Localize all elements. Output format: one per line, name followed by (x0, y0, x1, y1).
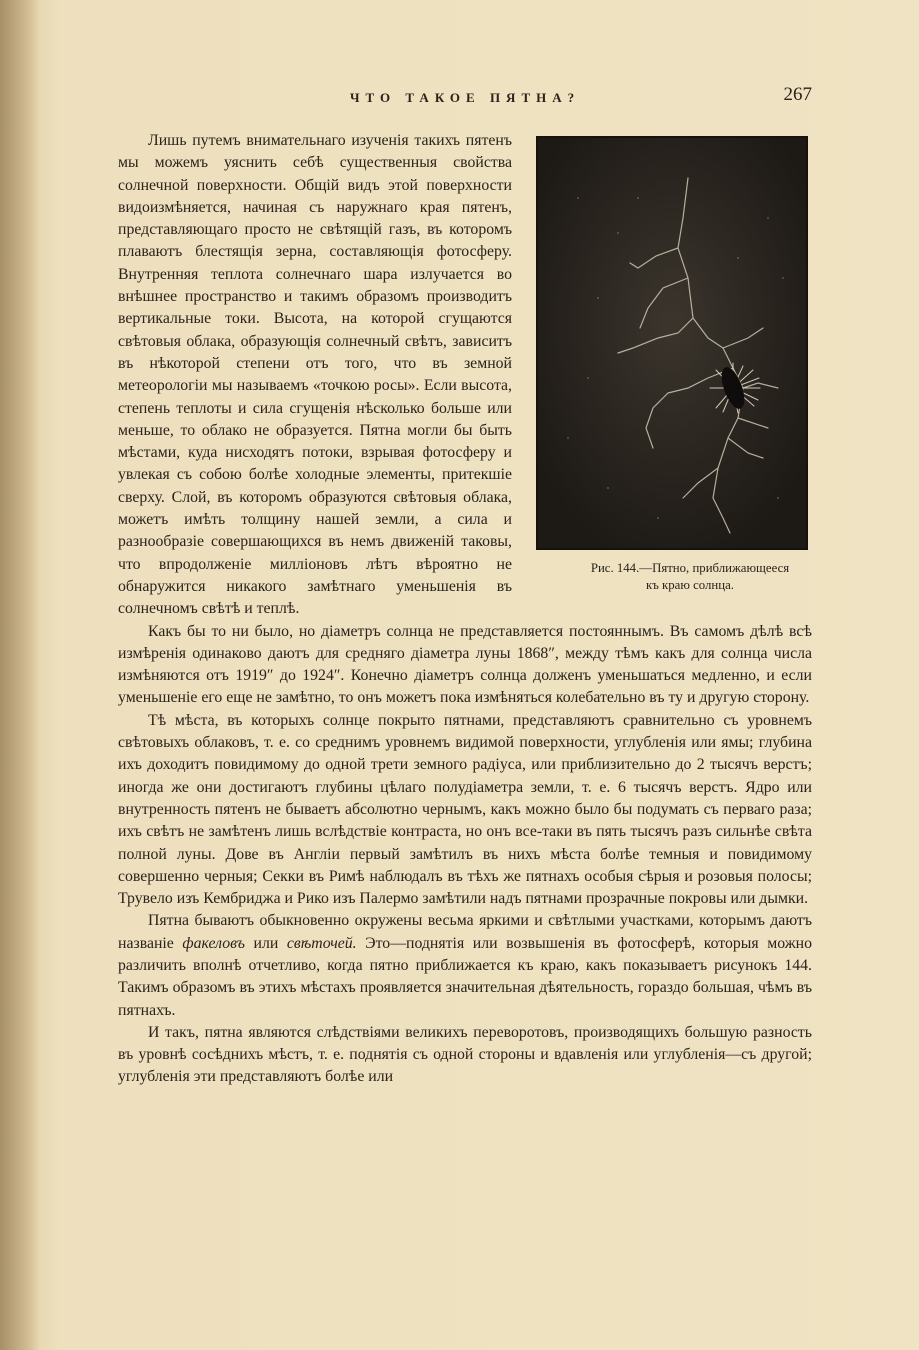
sunspot-illustration (538, 138, 806, 548)
running-title: ЧТО ТАКОЕ ПЯТНА? (350, 90, 581, 105)
paragraph-4-part-c: Это—поднятія или возвышенія въ фотосферѣ, которыя можно различить вполнѣ отчетливо, когда пятно приближается къ краю, какъ показываетъ рисунокъ 144. Такимъ образомъ въ этихъ мѣстахъ проявляется значительная дѣятельность, гораздо большая, чѣмъ въ пятнахъ. (118, 934, 812, 1019)
body-text (118, 130, 812, 1089)
paragraph-1-text: Лишь путемъ внимательнаго изученія такихъ пятенъ мы можемъ уяснить себѣ существенныя свойства солнечной поверхности. Общій видъ этой поверхности видоизмѣняется, начиная съ наружнаго края пятенъ, представляющаго просто не свѣтящій газъ, въ которомъ плаваютъ блестящія зерна, составляющія фотосферу. Внутренняя теплота солнечнаго шара излучается во внѣшнее пространство и такимъ образомъ производитъ вертикальные токи. Высота, на которой сгущаются свѣтовыя облака, образующія солнечный свѣтъ, зависитъ въ нѣкоторой степени отъ того, что въ земной метеорологіи мы называемъ «точкою росы». Если высота, степень теплоты и сила сгущенія нѣсколько больше или меньше, то облако не образуется. Пятна могли бы быть мѣстами, куда нисходятъ потоки, взрывая фотосферу и увлекая съ собою болѣе холодные элементы, притекшіе сверху. Слой, въ которомъ образуются свѣтовыя облака, можетъ имѣть толщину нашей земли, а сила и разнообразіе совершающихся въ немъ движеній таковы, что впродолженіе милліоновъ лѣтъ вѣроятно не обнаружится никакого замѣтнаго уменьшенія въ солнечномъ свѣтѣ и теплѣ. (118, 132, 512, 618)
term-fakely: факеловъ (182, 934, 245, 952)
paragraph-4-part-a: Пятна бываютъ обыкновенно окружены весьма яркими и свѣтлыми участками, которымъ даютъ названіе (118, 912, 812, 952)
running-head (118, 84, 812, 110)
figure-144 (526, 136, 812, 594)
paragraph-4 (118, 910, 812, 1021)
paragraph-3: Тѣ мѣста, въ которыхъ солнце покрыто пятнами, представляютъ сравнительно съ уровнемъ свѣтовыхъ облаковъ, т. е. со среднимъ уровнемъ видимой поверхности, углубленія или ямы; глубина ихъ доходитъ повидимому до одной трети земного радіуса, или приблизительно до 2 тысячъ верстъ; иногда же они достигаютъ глубины цѣлаго полудіаметра земли, т. е. 6 тысячъ верстъ. Ядро или внутренность пятенъ не бываетъ абсолютно чернымъ, какъ можно было бы подумать съ перваго раза; ихъ свѣтъ не замѣтенъ лишь вслѣдствіе контраста, но онъ все-таки въ пять тысячъ разъ сильнѣе свѣта полной луны. Дове въ Англіи первый замѣтилъ въ нихъ мѣста болѣе темныя и повидимому совершенно черныя; Секки въ Римѣ наблюдалъ въ тѣхъ же пятнахъ особыя сѣрыя и розовыя полосы; Трувело изъ Кембриджа и Рико изъ Палермо замѣтили надъ пятнами прозрачные покровы или дымки. (118, 711, 812, 908)
caption-line-1: Рис. 144.—Пятно, приближающееся (590, 561, 790, 575)
book-spine-shadow (0, 0, 40, 1350)
figure-caption (526, 560, 812, 594)
term-svetochi: свѣточей. (286, 934, 357, 952)
caption-line-2: къ краю солнца. (646, 578, 734, 592)
paragraph-2: Какъ бы то ни было, но діаметръ солнца не представляется постояннымъ. Въ самомъ дѣлѣ всѣ измѣренія одинаково даютъ для средняго діаметра луны 1868″, между тѣмъ какъ для солнца числа измѣняются отъ 1919″ до 1924″. Конечно діаметръ солнца долженъ уменьшаться медленно, и если уменьшеніе его еще не замѣтно, то онъ можетъ пока измѣняться колебательно въ ту и другую сторону. (118, 622, 812, 707)
paragraph-4-part-b: или (244, 934, 287, 952)
sunspot-engraving-image (536, 136, 808, 550)
paragraph-1 (118, 130, 812, 621)
page-number: 267 (783, 84, 812, 105)
paragraph-5: И такъ, пятна являются слѣдствіями великихъ переворотовъ, производящихъ большую разность въ уровнѣ сосѣднихъ мѣстъ, т. е. поднятія съ одной стороны и вдавленія или углубленія—съ другой; углубленія эти представляютъ болѣе или (118, 1023, 812, 1086)
